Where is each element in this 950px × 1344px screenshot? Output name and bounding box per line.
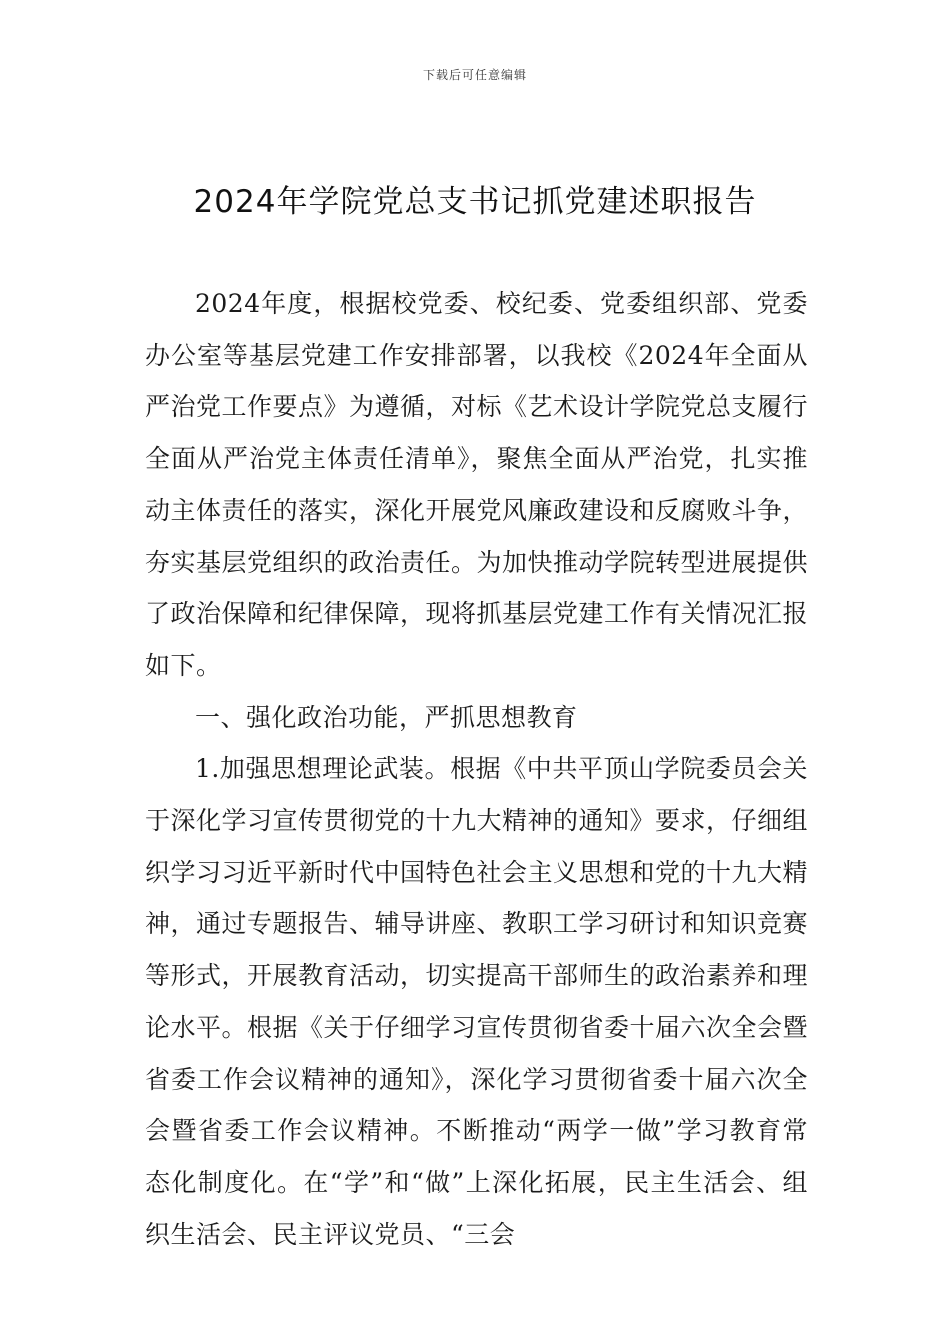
document-title: 2024年学院党总支书记抓党建述职报告 xyxy=(193,184,757,220)
section-heading-1: 一、强化政治功能，严抓思想教育 xyxy=(195,702,578,732)
header-note: 下载后可任意编辑 xyxy=(422,68,527,82)
subsection-paragraph-1: 1.加强思想理论武装。根据《中共平顶山学院委员会关于深化学习宣传贯彻党的十九大精神的通知》要求，仔细组织学习习近平新时代中国特色社会主义思想和党的十九大精神，通过专题报告、辅导讲座、教职工学习研讨和知识竞赛等形式，开展教育活动，切实提高干部师生的政治素养和理论水平。根据《关于仔细学习宣传贯彻省委十届六次全会暨省委工作会议精神的通知》，深化学习贯彻省委十届六次全会暨省委工作会议精神。不断推动“两学一做”学习教育常态化制度化。在“学”和“做”上深化拓展，民主生活会、组织生活会、民主评议党员、“三会 xyxy=(145,754,809,1249)
document-body xyxy=(145,278,808,1260)
intro-paragraph: 2024年度，根据校党委、校纪委、党委组织部、党委办公室等基层党建工作安排部署，以我校《2024年全面从严治党工作要点》为遵循，对标《艺术设计学院党总支履行全面从严治党主体责任清单》，聚焦全面从严治党，扎实推动主体责任的落实，深化开展党风廉政建设和反腐败斗争，夯实基层党组织的政治责任。为加快推动学院转型进展提供了政治保障和纪律保障，现将抓基层党建工作有关情况汇报如下。 xyxy=(145,289,809,680)
